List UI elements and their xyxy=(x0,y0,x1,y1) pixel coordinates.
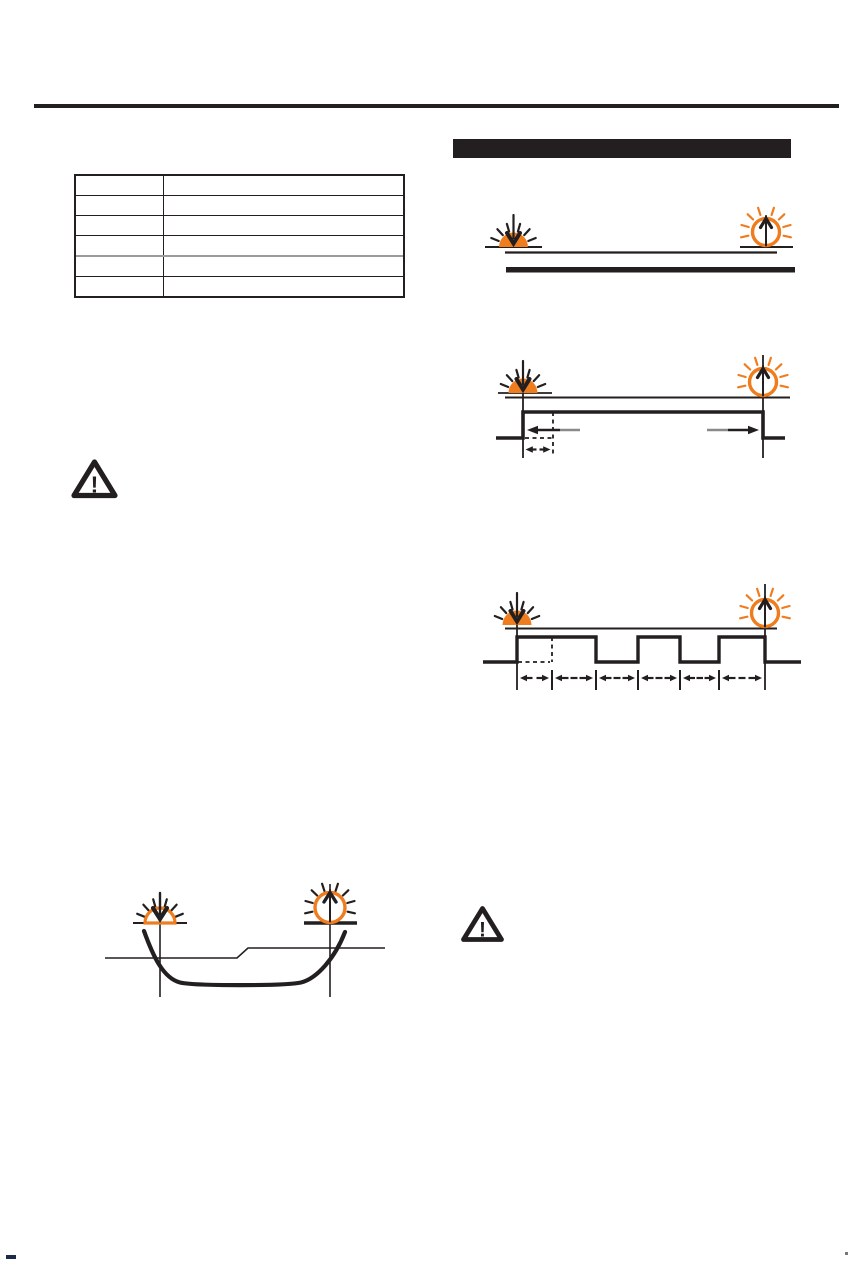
output-waveform xyxy=(496,412,785,438)
diagram-sunset-sunrise-bar xyxy=(480,195,810,285)
table-cell xyxy=(76,236,164,255)
table-row xyxy=(76,257,403,277)
sunset-icon xyxy=(137,893,183,923)
table-cell xyxy=(164,236,403,255)
table-cell xyxy=(76,196,164,215)
spec-table xyxy=(74,174,405,298)
sunrise-icon xyxy=(305,884,355,923)
warning-triangle-icon xyxy=(70,458,119,500)
warning-exclamation: ! xyxy=(90,471,99,498)
page-edge-mark xyxy=(845,1252,848,1255)
table-row xyxy=(76,236,403,257)
sunset-icon xyxy=(501,361,545,393)
table-cell xyxy=(76,176,164,195)
sunset-icon xyxy=(495,593,539,625)
table-row xyxy=(76,196,403,216)
warning-triangle-icon xyxy=(460,905,505,943)
table-cell xyxy=(164,257,403,276)
top-page-rule xyxy=(34,104,839,108)
sunset-icon xyxy=(491,215,535,247)
page-edge-mark xyxy=(6,1255,16,1259)
threshold-step-line xyxy=(105,948,385,958)
interval-span-arrows xyxy=(520,675,762,682)
section-header-bar xyxy=(453,139,791,158)
output-waveform xyxy=(483,637,801,662)
table-row xyxy=(76,176,403,196)
table-cell xyxy=(76,257,164,276)
warning-exclamation: ! xyxy=(479,918,486,942)
delay-span-arrows xyxy=(526,446,551,453)
right-direction-arrow xyxy=(707,426,759,435)
interval-ticks xyxy=(552,670,719,690)
table-cell xyxy=(76,216,164,235)
sunrise-icon xyxy=(741,208,791,246)
table-cell xyxy=(76,277,164,296)
table-cell xyxy=(164,196,403,215)
table-cell xyxy=(164,216,403,235)
table-cell xyxy=(164,277,403,296)
table-row xyxy=(76,216,403,236)
left-direction-arrow xyxy=(527,426,580,435)
table-row xyxy=(76,277,403,296)
diagram-interval-on-off-waveform xyxy=(480,580,825,695)
diagram-single-on-period-waveform xyxy=(480,352,825,464)
on-period-solid-bar xyxy=(506,267,795,273)
table-cell xyxy=(164,176,403,195)
diagram-light-level-curve xyxy=(95,878,395,1006)
